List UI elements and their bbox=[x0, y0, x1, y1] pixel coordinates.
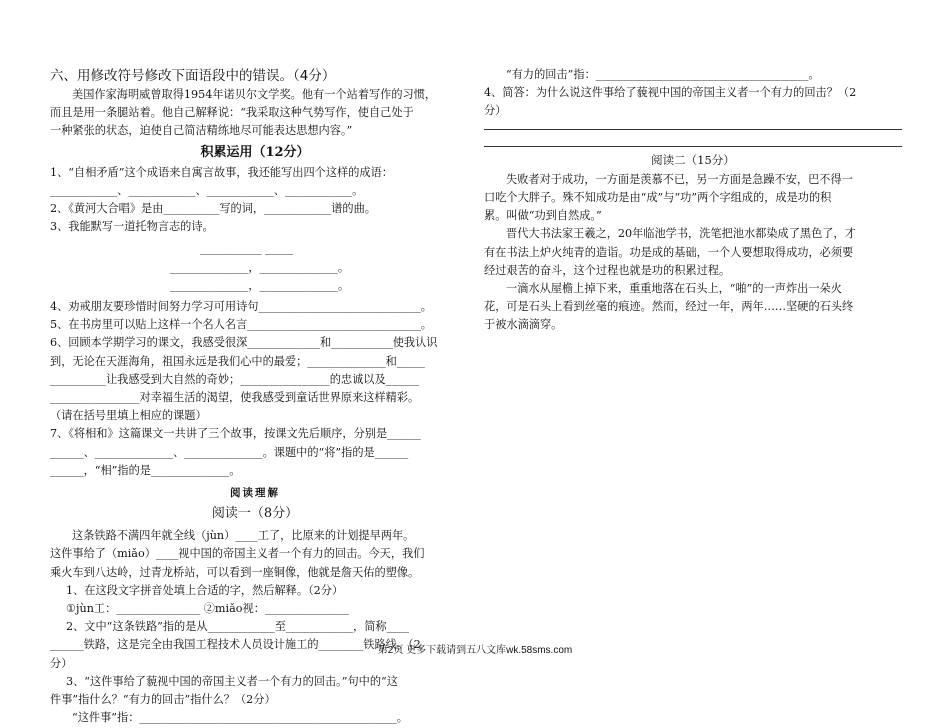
section6-line: 而且是用一条腿站着。他自己解释说：“我采取这种气势写作，使自己处于 bbox=[50, 106, 414, 120]
accumulation-line: 2、《黄河大合唱》是由__________写的词，____________谱的曲。 bbox=[50, 202, 376, 216]
reading1-question: 2、文中“这条铁路”指的是从____________至____________，简称____ bbox=[66, 620, 409, 634]
page-footer: 第2页 更多下载请到五八文库wk.58sms.com bbox=[377, 645, 573, 656]
reading1-question: 分） bbox=[484, 104, 507, 118]
accumulation-title: 积累运用（12分） bbox=[200, 144, 310, 160]
reading1-question: 1、在这段文字拼音处填上合适的字，然后解释。（2分） bbox=[66, 583, 344, 597]
accumulation-line: 1、“自相矛盾”这个成语来自寓言故事，我还能写出四个这样的成语： bbox=[50, 165, 393, 179]
accumulation-line: ________________对幸福生活的渴望，使我感受到童话世界原来这样精彩。 bbox=[50, 391, 420, 405]
accumulation-line: ______、______________、______________。课题中的“将”指的是______ bbox=[50, 445, 409, 459]
answer-line bbox=[484, 129, 902, 130]
section6-line: 一种紧张的状态，迫使自己简洁精练地尽可能表达思想内容。” bbox=[50, 124, 353, 138]
reading-title: 阅读理解 bbox=[230, 487, 280, 500]
accumulation-line: ______，“相”指的是______________。 bbox=[50, 463, 241, 477]
reading2-passage-line: 累。叫做“功到自然成。” bbox=[484, 209, 602, 223]
reading2-passage-line: 失败者对于成功，一方面是羡慕不已，另一方面是急躁不安，巴不得一 bbox=[506, 172, 853, 186]
accumulation-line: 6、回顾本学期学习的课文，我感受很深_____________和___________使我认识 bbox=[50, 336, 438, 350]
reading1-question: 4、简答：为什么说这件事给了藐视中国的帝国主义者一个有力的回击？（2 bbox=[484, 86, 857, 100]
right-column bbox=[484, 66, 902, 335]
reading2-title: 阅读二（15分） bbox=[651, 152, 735, 167]
reading2-passage-line: 花，可是石头上看到丝毫的痕迹。然而，经过一年，两年……坚硬的石头终 bbox=[484, 300, 854, 314]
reading1-question: “有力的回击”指：______________________________________。 bbox=[506, 68, 820, 81]
accumulation-line: 5、在书房里可以贴上这样一个名人名言_______________________________。 bbox=[50, 318, 432, 332]
reading1-question: 分） bbox=[50, 656, 73, 670]
accumulation-line: 到，无论在天涯海角，祖国永远是我们心中的最爱；______________和_____ bbox=[50, 354, 425, 368]
reading2-passage-line: 经过艰苦的奋斗，这个过程也就是功的积累过程。 bbox=[484, 263, 731, 277]
reading1-question: 件事”指什么？“有力的回击”指什么？（2分） bbox=[50, 693, 276, 707]
reading1-passage-line: 这件事给了（miǎo）____视中国的帝国主义者一个有力的回击。今天，我们 bbox=[50, 547, 425, 561]
reading1-passage-line: 这条铁路不满四年就全线（jùn）____工了，比原来的计划提早两年。 bbox=[72, 529, 415, 543]
accumulation-line: 7、《将相和》这篇课文一共讲了三个故事，按课文先后顺序，分别是______ bbox=[50, 427, 421, 441]
reading2-passage-line: 口吃个大胖子。殊不知成功是由“成”与“功”两个字组成的，成是功的积 bbox=[484, 191, 832, 205]
reading1-question: “这件事”指：______________________________________________。 bbox=[72, 711, 408, 725]
poem-line: ______________，______________。 bbox=[170, 278, 350, 292]
accumulation-line: ____________、____________、____________、____________。 bbox=[50, 183, 364, 197]
accumulation-line: （请在括号里填上相应的课题） bbox=[50, 409, 207, 423]
reading1-question: ______铁路，这是完全由我国工程技术人员设计施工的________铁路线。（2 bbox=[50, 638, 421, 652]
reading2-passage-line: 于被水滴滴穿。 bbox=[484, 318, 563, 332]
reading1-title: 阅读一（8分） bbox=[211, 506, 299, 522]
left-column bbox=[50, 66, 460, 728]
answer-line bbox=[484, 146, 902, 147]
accumulation-line: __________让我感受到大自然的奇妙；________________的忠诚以及______ bbox=[50, 372, 420, 386]
poem-line: ___________ _____ bbox=[200, 242, 294, 256]
reading2-passage-line: 一滴水从屋檐上掉下来，重重地落在石头上，“啪”的一声炸出一朵火 bbox=[506, 282, 842, 296]
reading2-passage-line: 有在书法上炉火纯青的造诣。功是成的基础，一个人要想取得成功，必须要 bbox=[484, 245, 854, 259]
accumulation-line: 4、劝戒朋友要珍惜时间努力学习可用诗句_____________________________。 bbox=[50, 300, 432, 314]
poem-line: ______________，______________。 bbox=[170, 260, 350, 274]
reading2-passage-line: 晋代大书法家王羲之，20年临池学书，洗笔把池水都染成了黑色了，才 bbox=[506, 227, 856, 241]
reading1-passage-line: 乘火车到八达岭，过青龙桥站，可以看到一座铜像，他就是詹天佑的塑像。 bbox=[50, 565, 420, 579]
reading1-question: 3、“这件事给了藐视中国的帝国主义者一个有力的回击。”句中的“这 bbox=[66, 674, 398, 688]
section6-line: 美国作家海明威曾取得1954年诺贝尔文学奖。他有一个站着写作的习惯， bbox=[72, 88, 437, 101]
reading1-question: ①jùn工：_______________ ②miǎo视：_______________ bbox=[66, 602, 349, 616]
section6-title: 六、用修改符号修改下面语段中的错误。（4分） bbox=[50, 68, 336, 84]
accumulation-line: 3、我能默写一道托物言志的诗。 bbox=[50, 220, 214, 234]
